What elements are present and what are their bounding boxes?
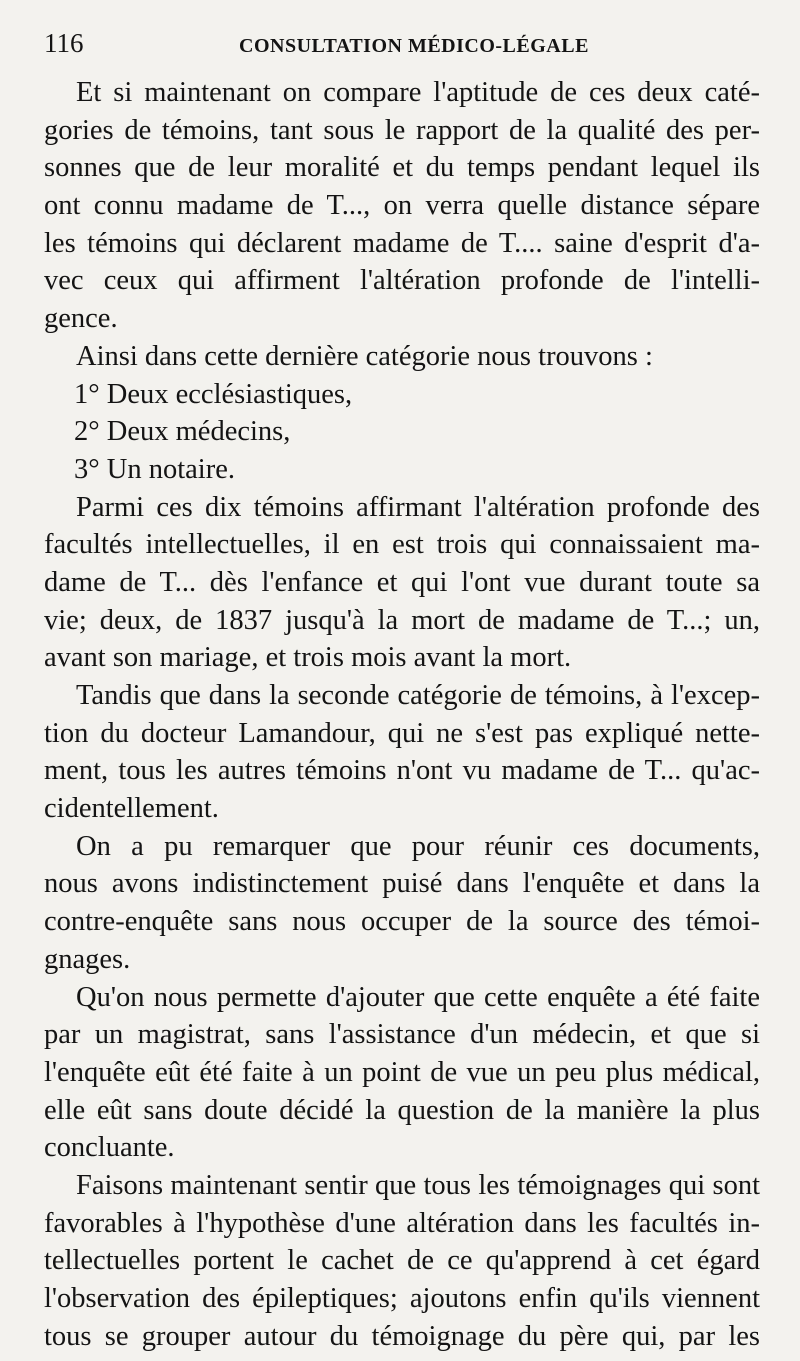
text-line: dame de T... dès l'enfance et qui l'ont vue durant toute sa [44,566,760,598]
text-line: Qu'on nous permette d'ajouter que cette enquête a été faite [76,981,760,1013]
text-line: gnages. [44,943,131,975]
text-line: cidentellement. [44,793,219,825]
text-line: l'enquête eût été faite à un point de vue un peu plus médical, [44,1056,760,1088]
text-line: gence. [44,303,118,335]
text-line: On a pu remarquer que pour réunir ces documents, [76,830,760,862]
text-line: vie; deux, de 1837 jusqu'à la mort de madame de T...; un, [44,604,760,636]
text-line: ont connu madame de T..., on verra quelle distance sépare [44,190,760,222]
text-line: favorables à l'hypothèse d'une altération dans les facultés in- [44,1207,760,1239]
page-number: 116 [44,28,84,58]
text-line: Et si maintenant on compare l'aptitude de ces deux caté- [76,77,760,108]
text-line: Ainsi dans cette dernière catégorie nous trouvons : [76,340,653,372]
text-line: tous se grouper autour du témoignage du père qui, par les [44,1320,760,1352]
text-line: contre-enquête sans nous occuper de la source des témoi- [44,906,760,938]
body-text [44,74,760,1355]
text-line: gories de témoins, tant sous le rapport de la qualité des per- [44,114,760,146]
text-line: Parmi ces dix témoins affirmant l'altération profonde des [76,491,760,523]
text-line: avant son mariage, et trois mois avant la mort. [44,642,572,674]
text-line: elle eût sans doute décidé la question de la manière la plus [44,1094,760,1126]
text-line: facultés intellectuelles, il en est trois qui connaissaient ma- [44,529,760,561]
text-line: tion du docteur Lamandour, qui ne s'est pas expliqué nette- [44,717,760,749]
text-line: concluante. [44,1132,175,1164]
text-line: l'observation des épileptiques; ajoutons enfin qu'ils viennent [44,1283,760,1314]
text-line: Tandis que dans la seconde catégorie de témoins, à l'excep- [76,680,760,711]
list-item: 1° Deux ecclésiastiques, [74,378,353,410]
text-line: les témoins qui déclarent madame de T.... saine d'esprit d'a- [44,227,760,259]
running-head: CONSULTATION MÉDICO-LÉGALE [239,35,589,57]
text-line: par un magistrat, sans l'assistance d'un médecin, et que si [44,1019,760,1051]
text-line: tellectuelles portent le cachet de ce qu'apprend à cet égard [44,1245,760,1277]
page-header [44,28,760,68]
text-line: ment, tous les autres témoins n'ont vu madame de T... qu'ac- [44,755,760,787]
text-line: vec ceux qui affirment l'altération profonde de l'intelli- [44,265,760,297]
list-item: 3° Un notaire. [74,453,235,485]
text-line: nous avons indistinctement puisé dans l'enquête et dans la [44,868,760,900]
list-item: 2° Deux médecins, [74,416,291,448]
text-line: Faisons maintenant sentir que tous les témoignages qui sont [76,1169,760,1201]
text-line: sonnes que de leur moralité et du temps pendant lequel ils [44,152,760,184]
